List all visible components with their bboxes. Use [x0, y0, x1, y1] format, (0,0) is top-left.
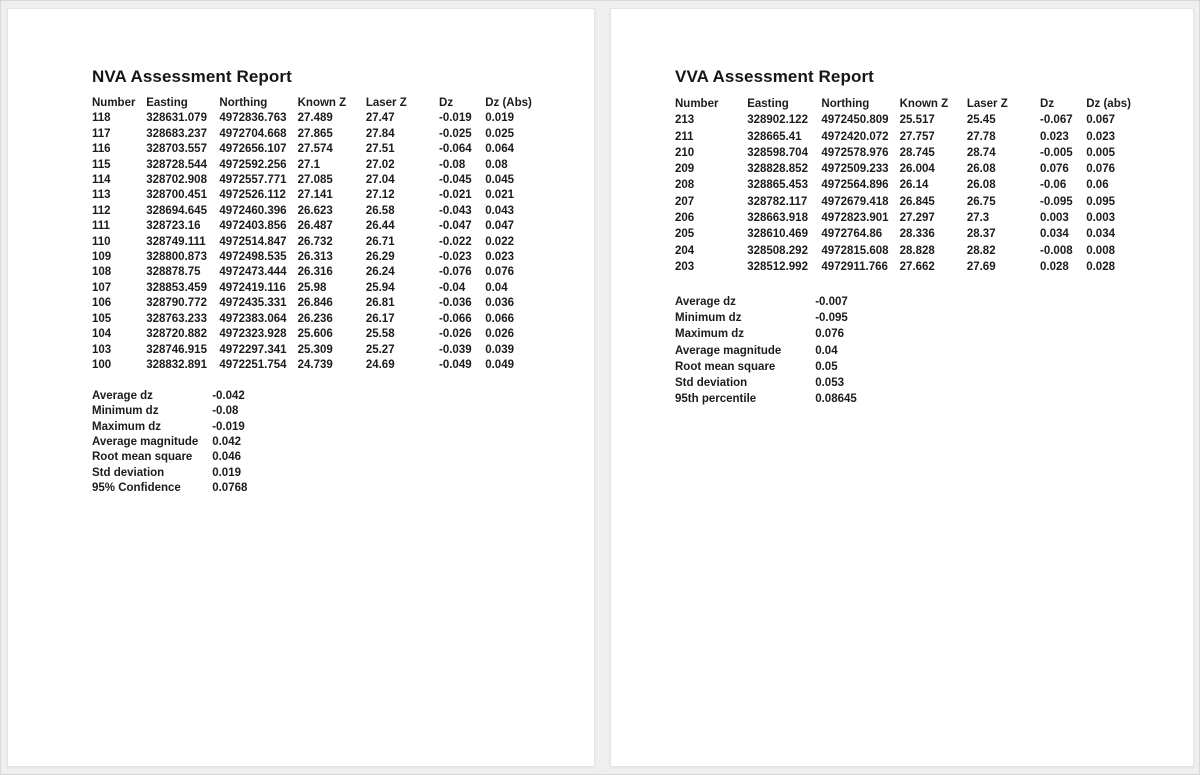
table-row: [92, 204, 532, 219]
cell-dz-abs: 0.036: [485, 297, 514, 310]
cell-dz: 0.034: [1040, 228, 1069, 241]
table-row: [92, 111, 532, 126]
cell-number: 104: [92, 328, 112, 341]
table-header-row: [675, 96, 1131, 112]
cell-number: 106: [92, 297, 112, 310]
cell-laser-z: 26.29: [365, 251, 395, 264]
summary-label: 95th percentile: [675, 393, 757, 406]
summary-label: Root mean square: [92, 451, 193, 464]
cell-northing: 4972836.763: [219, 112, 287, 125]
cell-northing: 4972592.256: [219, 158, 287, 171]
cell-known-z: 26.487: [297, 220, 333, 233]
cell-dz-abs: 0.022: [485, 235, 514, 248]
cell-laser-z: 25.45: [966, 114, 996, 127]
table-row: [92, 327, 532, 342]
cell-northing: 4972704.668: [219, 127, 287, 140]
summary-value: -0.042: [212, 390, 245, 402]
cell-easting: 328746.915: [146, 343, 207, 356]
cell-number: 116: [92, 143, 111, 156]
cell-northing: 4972383.064: [219, 312, 287, 325]
cell-dz-abs: 0.023: [1086, 130, 1115, 143]
cell-laser-z: 27.3: [966, 212, 990, 225]
cell-laser-z: 28.74: [966, 146, 996, 159]
table-row: [675, 129, 1131, 145]
summary-label: Maximum dz: [675, 328, 745, 341]
table-row: [92, 250, 532, 265]
cell-northing: 4972450.809: [821, 114, 889, 127]
page-title: NVA Assessment Report: [92, 67, 292, 86]
cell-laser-z: 27.78: [966, 130, 996, 143]
cell-known-z: 27.574: [297, 143, 333, 156]
cell-northing: 4972815.608: [821, 244, 889, 257]
cell-known-z: 26.236: [297, 312, 333, 325]
cell-northing: 4972297.341: [219, 343, 287, 356]
cell-easting: 328598.704: [747, 146, 808, 159]
cell-dz: -0.045: [439, 174, 472, 187]
cell-easting: 328853.459: [146, 281, 207, 294]
cell-dz: -0.005: [1040, 146, 1073, 159]
cell-dz-abs: 0.045: [485, 174, 514, 187]
cell-known-z: 24.739: [297, 358, 333, 371]
summary-value: 0.05: [815, 360, 838, 373]
cell-dz: -0.023: [439, 251, 472, 264]
cell-dz: -0.095: [1040, 195, 1073, 208]
cell-dz: 0.028: [1040, 260, 1069, 273]
cell-easting: 328790.772: [146, 297, 207, 310]
cell-known-z: 27.757: [899, 130, 935, 143]
cell-known-z: 27.662: [899, 260, 935, 273]
cell-number: 209: [675, 163, 695, 176]
cell-number: 114: [92, 174, 111, 187]
cell-known-z: 27.865: [297, 127, 333, 140]
cell-dz: 0.023: [1040, 130, 1069, 143]
column-header: Northing: [821, 98, 870, 110]
column-header: Northing: [219, 97, 268, 109]
cell-laser-z: 26.81: [365, 297, 395, 310]
cell-number: 203: [675, 260, 695, 273]
table-row: [675, 259, 1131, 275]
cell-easting: 328902.122: [747, 114, 808, 127]
cell-number: 107: [92, 281, 112, 294]
cell-dz: -0.025: [439, 127, 472, 140]
summary-row: [675, 359, 857, 375]
cell-easting: 328683.237: [146, 127, 207, 140]
cell-dz: 0.003: [1040, 212, 1069, 225]
cell-known-z: 25.606: [297, 328, 333, 341]
cell-known-z: 28.336: [899, 228, 935, 241]
cell-known-z: 25.517: [899, 114, 935, 127]
summary-value: -0.08: [212, 405, 239, 418]
cell-dz-abs: 0.067: [1086, 114, 1115, 127]
table-row: [92, 358, 532, 373]
cell-dz-abs: 0.08: [485, 158, 508, 171]
cell-northing: 4972578.976: [821, 146, 889, 159]
table-header-row: [92, 96, 532, 111]
summary-label: Average magnitude: [675, 344, 782, 357]
summary-row: [92, 420, 247, 435]
cell-northing: 4972403.856: [219, 220, 287, 233]
cell-easting: 328512.992: [747, 260, 808, 273]
summary-row: [675, 294, 857, 310]
table-row: [675, 226, 1131, 242]
cell-known-z: 25.309: [297, 343, 333, 356]
column-header: Known Z: [297, 97, 347, 109]
cell-easting: 328832.891: [146, 358, 207, 371]
page-title: VVA Assessment Report: [675, 67, 874, 86]
summary-row: [675, 391, 857, 407]
cell-easting: 328720.882: [146, 328, 207, 341]
summary-label: Maximum dz: [92, 420, 162, 433]
column-header: Laser Z: [365, 97, 407, 109]
summary-row: [92, 389, 247, 404]
cell-number: 112: [92, 204, 111, 217]
column-header: Easting: [146, 97, 188, 109]
table-body: [92, 111, 532, 373]
cell-known-z: 25.98: [297, 281, 327, 294]
column-header: Number: [675, 98, 719, 110]
cell-known-z: 28.745: [899, 146, 935, 159]
summary-label: Average dz: [675, 296, 736, 308]
cell-dz: -0.043: [439, 204, 472, 217]
summary-row: [92, 404, 247, 419]
cell-known-z: 26.845: [899, 195, 935, 208]
table-row: [92, 312, 532, 327]
table-row: [675, 177, 1131, 193]
cell-dz: -0.049: [439, 358, 472, 371]
cell-dz-abs: 0.008: [1086, 244, 1115, 257]
cell-dz: -0.008: [1040, 244, 1073, 257]
cell-laser-z: 27.47: [365, 112, 395, 125]
cell-dz: -0.067: [1040, 114, 1073, 127]
cell-easting: 328663.918: [747, 212, 808, 225]
summary-value: 0.0768: [212, 482, 248, 495]
cell-dz: -0.026: [439, 328, 472, 341]
summary-label: Minimum dz: [675, 312, 742, 325]
page-nva: [7, 8, 595, 767]
cell-northing: 4972526.112: [219, 189, 286, 202]
summary-row: [92, 435, 247, 450]
cell-easting: 328631.079: [146, 112, 207, 125]
cell-northing: 4972564.896: [821, 179, 889, 192]
cell-easting: 328508.292: [747, 244, 808, 257]
cell-easting: 328703.557: [146, 143, 207, 156]
cell-dz: -0.022: [439, 235, 472, 248]
cell-easting: 328610.469: [747, 228, 808, 241]
cell-dz-abs: 0.04: [485, 281, 508, 294]
summary-value: 0.053: [815, 377, 844, 390]
cell-northing: 4972460.396: [219, 204, 287, 217]
cell-northing: 4972656.107: [219, 143, 287, 156]
cell-number: 208: [675, 179, 695, 192]
cell-laser-z: 25.58: [365, 328, 395, 341]
cell-easting: 328865.453: [747, 179, 808, 192]
cell-dz-abs: 0.005: [1086, 146, 1115, 159]
summary-value: -0.007: [815, 296, 848, 308]
cell-known-z: 27.085: [297, 174, 333, 187]
cell-known-z: 26.623: [297, 204, 333, 217]
cell-dz: -0.047: [439, 220, 472, 233]
column-header: Dz: [439, 97, 454, 109]
cell-dz-abs: 0.076: [1086, 163, 1115, 176]
cell-number: 105: [92, 312, 112, 325]
cell-dz-abs: 0.047: [485, 220, 514, 233]
cell-northing: 4972764.86: [821, 228, 883, 241]
cell-easting: 328763.233: [146, 312, 207, 325]
cell-number: 117: [92, 127, 111, 140]
cell-northing: 4972420.072: [821, 130, 889, 143]
cell-laser-z: 27.84: [365, 127, 395, 140]
column-header: Easting: [747, 98, 789, 110]
cell-dz: -0.066: [439, 312, 472, 325]
summary-value: -0.019: [212, 420, 245, 433]
cell-easting: 328702.908: [146, 174, 207, 187]
cell-northing: 4972679.418: [821, 195, 889, 208]
table-row: [92, 188, 532, 203]
cell-laser-z: 26.08: [966, 163, 996, 176]
cell-dz-abs: 0.019: [485, 112, 514, 125]
summary-value: 0.076: [815, 328, 844, 341]
cell-dz-abs: 0.023: [485, 251, 514, 264]
cell-laser-z: 25.94: [365, 281, 395, 294]
table-body: [675, 112, 1131, 275]
table-row: [675, 243, 1131, 259]
cell-laser-z: 27.12: [365, 189, 395, 202]
cell-known-z: 26.004: [899, 163, 935, 176]
summary-row: [675, 326, 857, 342]
summary-value: 0.019: [212, 466, 241, 479]
summary-label: Std deviation: [92, 466, 165, 479]
nva-assessment-table: [92, 96, 532, 373]
cell-dz: -0.06: [1040, 179, 1067, 192]
cell-laser-z: 28.82: [966, 244, 996, 257]
cell-known-z: 27.297: [899, 212, 935, 225]
cell-northing: 4972498.535: [219, 251, 287, 264]
cell-number: 206: [675, 212, 695, 225]
cell-easting: 328694.645: [146, 204, 207, 217]
cell-known-z: 27.489: [297, 112, 333, 125]
table-row: [675, 112, 1131, 128]
cell-number: 100: [92, 358, 112, 371]
cell-northing: 4972557.771: [219, 174, 287, 187]
cell-easting: 328665.41: [747, 130, 802, 143]
table-row: [92, 158, 532, 173]
cell-number: 118: [92, 112, 111, 125]
cell-northing: 4972911.766: [821, 260, 888, 273]
cell-laser-z: 25.27: [365, 343, 395, 356]
cell-northing: 4972251.754: [219, 358, 287, 371]
column-header: Dz: [1040, 98, 1055, 110]
cell-number: 210: [675, 146, 695, 159]
cell-laser-z: 27.02: [365, 158, 395, 171]
cell-easting: 328800.873: [146, 251, 207, 264]
cell-northing: 4972323.928: [219, 328, 287, 341]
table-row: [92, 173, 532, 188]
cell-dz-abs: 0.095: [1086, 195, 1115, 208]
column-header: Number: [92, 97, 136, 109]
cell-number: 110: [92, 235, 111, 248]
cell-dz-abs: 0.066: [485, 312, 514, 325]
cell-dz: -0.021: [439, 189, 472, 202]
cell-known-z: 26.316: [297, 266, 333, 279]
summary-row: [92, 450, 247, 465]
cell-laser-z: 26.71: [365, 235, 395, 248]
nva-summary: [92, 389, 247, 496]
vva-summary: [675, 294, 857, 407]
table-row: [675, 194, 1131, 210]
cell-easting: 328723.16: [146, 220, 201, 233]
table-row: [92, 296, 532, 311]
cell-dz-abs: 0.026: [485, 328, 514, 341]
table-row: [92, 281, 532, 296]
cell-number: 108: [92, 266, 112, 279]
table-row: [92, 235, 532, 250]
summary-value: 0.042: [212, 436, 241, 449]
cell-easting: 328878.75: [146, 266, 201, 279]
cell-dz-abs: 0.021: [485, 189, 514, 202]
table-row: [92, 265, 532, 280]
cell-number: 204: [675, 244, 695, 257]
summary-value: 0.08645: [815, 393, 857, 406]
table-row: [675, 161, 1131, 177]
cell-laser-z: 27.51: [365, 143, 395, 156]
cell-northing: 4972473.444: [219, 266, 287, 279]
summary-label: Average dz: [92, 390, 153, 402]
cell-dz-abs: 0.025: [485, 127, 514, 140]
column-header: Known Z: [899, 98, 949, 110]
cell-dz: -0.04: [439, 281, 466, 294]
summary-label: Std deviation: [675, 377, 748, 390]
cell-known-z: 28.828: [899, 244, 935, 257]
cell-known-z: 26.846: [297, 297, 333, 310]
cell-dz-abs: 0.064: [485, 143, 514, 156]
cell-dz: -0.019: [439, 112, 472, 125]
cell-laser-z: 26.58: [365, 204, 395, 217]
cell-known-z: 27.1: [297, 158, 320, 171]
cell-laser-z: 26.17: [365, 312, 395, 325]
cell-easting: 328782.117: [747, 195, 808, 208]
summary-row: [675, 343, 857, 359]
summary-row: [675, 310, 857, 326]
cell-laser-z: 27.69: [966, 260, 996, 273]
cell-dz-abs: 0.003: [1086, 212, 1115, 225]
table-row: [675, 145, 1131, 161]
column-header: Laser Z: [966, 98, 1008, 110]
cell-dz-abs: 0.076: [485, 266, 514, 279]
summary-row: [675, 375, 857, 391]
summary-label: Minimum dz: [92, 405, 159, 418]
cell-northing: 4972514.847: [219, 235, 287, 248]
cell-easting: 328828.852: [747, 163, 808, 176]
cell-northing: 4972509.233: [821, 163, 889, 176]
summary-row: [92, 466, 247, 481]
cell-northing: 4972419.116: [219, 281, 286, 294]
summary-value: 0.046: [212, 451, 241, 464]
cell-dz: -0.064: [439, 143, 472, 156]
cell-known-z: 26.313: [297, 251, 333, 264]
table-row: [92, 219, 532, 234]
cell-known-z: 26.14: [899, 179, 929, 192]
cell-laser-z: 24.69: [365, 358, 395, 371]
summary-label: Root mean square: [675, 360, 776, 373]
cell-number: 205: [675, 228, 695, 241]
cell-dz: -0.076: [439, 266, 472, 279]
cell-dz: -0.036: [439, 297, 472, 310]
cell-dz-abs: 0.06: [1086, 179, 1109, 192]
cell-laser-z: 28.37: [966, 228, 996, 241]
cell-known-z: 27.141: [297, 189, 333, 202]
cell-laser-z: 27.04: [365, 174, 395, 187]
summary-label: 95% Confidence: [92, 482, 181, 495]
table-row: [92, 343, 532, 358]
column-header: Dz (abs): [1086, 98, 1131, 110]
summary-value: 0.04: [815, 344, 838, 357]
cell-dz: 0.076: [1040, 163, 1069, 176]
vva-assessment-table: [675, 96, 1131, 275]
cell-number: 113: [92, 189, 111, 202]
summary-label: Average magnitude: [92, 436, 199, 449]
table-row: [675, 210, 1131, 226]
cell-dz-abs: 0.028: [1086, 260, 1115, 273]
page-vva: [610, 8, 1194, 767]
column-header: Dz (Abs): [485, 97, 532, 109]
summary-value: -0.095: [815, 312, 848, 325]
cell-northing: 4972823.901: [821, 212, 889, 225]
cell-easting: 328728.544: [146, 158, 207, 171]
cell-number: 109: [92, 251, 112, 264]
cell-easting: 328749.111: [146, 235, 206, 248]
cell-dz-abs: 0.049: [485, 358, 514, 371]
cell-dz: -0.08: [439, 158, 466, 171]
table-row: [92, 127, 532, 142]
cell-number: 115: [92, 158, 111, 171]
cell-laser-z: 26.24: [365, 266, 395, 279]
cell-dz-abs: 0.039: [485, 343, 514, 356]
cell-dz: -0.039: [439, 343, 472, 356]
cell-laser-z: 26.44: [365, 220, 395, 233]
cell-dz-abs: 0.043: [485, 204, 514, 217]
cell-known-z: 26.732: [297, 235, 333, 248]
cell-easting: 328700.451: [146, 189, 207, 202]
cell-number: 103: [92, 343, 112, 356]
summary-row: [92, 481, 247, 496]
cell-number: 111: [92, 220, 110, 233]
cell-number: 207: [675, 195, 695, 208]
cell-number: 211: [675, 130, 694, 143]
cell-laser-z: 26.08: [966, 179, 996, 192]
cell-northing: 4972435.331: [219, 297, 287, 310]
cell-dz-abs: 0.034: [1086, 228, 1115, 241]
cell-laser-z: 26.75: [966, 195, 996, 208]
table-row: [92, 142, 532, 157]
cell-number: 213: [675, 114, 695, 127]
